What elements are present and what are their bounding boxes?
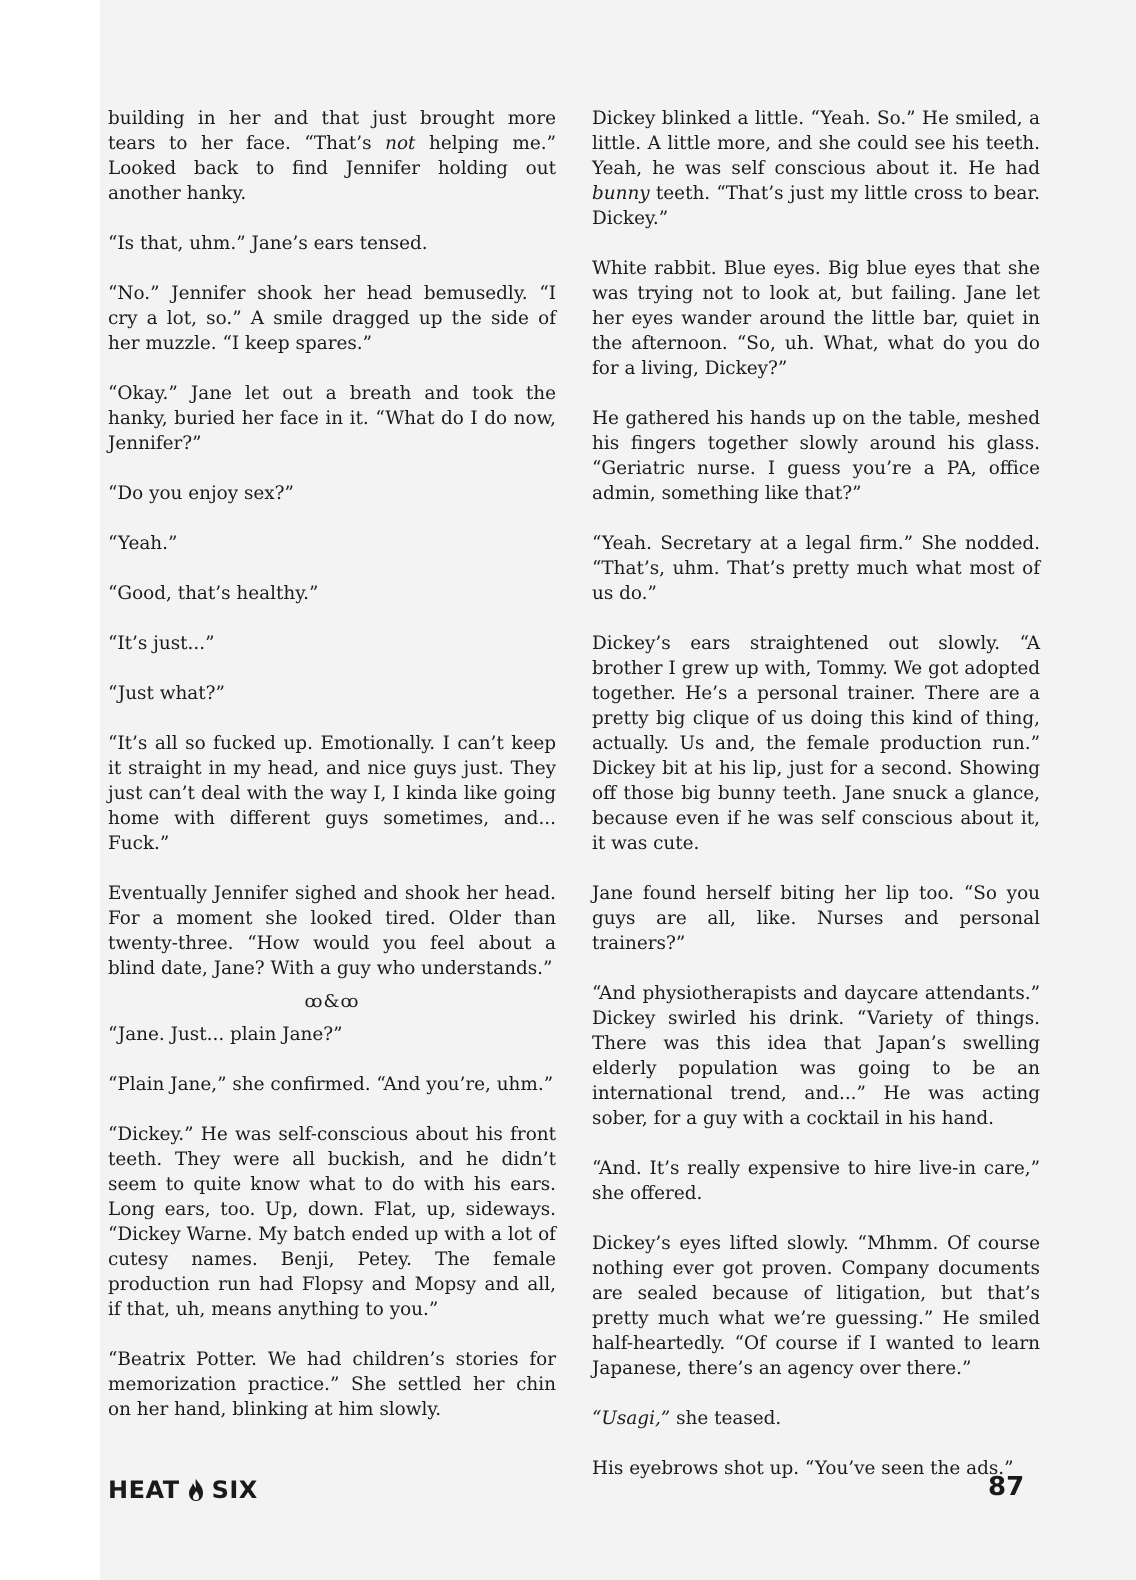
paragraph: “And physiotherapists and daycare attendants.” Dickey swirled his drink. “Variety of things. There was this idea that Japan’s swelling elderly population was going to be an international trend, and...” He was acting sober, for a guy with a cocktail in his hand. (592, 983, 1040, 1129)
paragraph: “No.” Jennifer shook her head bemusedly. “I cry a lot, so.” A smile dragged up the side of her muzzle. “I keep spares.” (108, 283, 556, 354)
logo-text-heat: HEAT (108, 1476, 180, 1504)
right-column (592, 106, 1040, 1506)
paragraph: Jane found herself biting her lip too. “So you guys are all, like. Nurses and personal trainers?” (592, 883, 1040, 954)
logo-text-six: SIX (211, 1476, 258, 1504)
paragraph: Dickey’s ears straightened out slowly. “A brother I grew up with, Tommy. We got adopted together. He’s a personal trainer. There are a pretty big clique of us doing this kind of thing, actually. Us and, the female production run.” Dickey bit at his lip, just for a second. Showing off those big bunny teeth. Jane snuck a glance, because even if he was self conscious about it, it was cute. (592, 633, 1040, 854)
section-divider: ꝏ&ꝏ (304, 991, 360, 1012)
paragraph: “It’s just...” (108, 633, 215, 654)
paragraph: “Just what?” (108, 683, 225, 704)
paragraph: “Usagi,” she teased. (592, 1408, 782, 1429)
paragraph: “Do you enjoy sex?” (108, 483, 294, 504)
paragraph: “It’s all so fucked up. Emotionally. I can’t keep it straight in my head, and nice guys just. They just can’t deal with the way I, I kinda like going home with different guys sometimes, and... Fuck.” (108, 733, 556, 854)
paragraph: “Okay.” Jane let out a breath and took the hanky, buried her face in it. “What do I do now, Jennifer?” (108, 383, 556, 454)
paragraph: Eventually Jennifer sighed and shook her head. For a moment she looked tired. Older than twenty-three. “How would you feel about a blind date, Jane? With a guy who understands.” (108, 883, 556, 979)
magazine-logo (108, 1476, 258, 1504)
paragraph: His eyebrows shot up. “You’ve seen the ads.” (592, 1458, 1014, 1479)
paragraph: “Jane. Just... plain Jane?” (108, 1024, 343, 1045)
paragraph: “Yeah. Secretary at a legal firm.” She nodded. “That’s, uhm. That’s pretty much what most of us do.” (592, 533, 1040, 604)
paragraph: “Plain Jane,” she confirmed. “And you’re, uhm.” (108, 1074, 554, 1095)
paragraph: “Beatrix Potter. We had children’s stories for memorization practice.” She settled her chin on her hand, blinking at him slowly. (108, 1349, 556, 1420)
paragraph: “Is that, uhm.” Jane’s ears tensed. (108, 233, 428, 254)
paragraph: White rabbit. Blue eyes. Big blue eyes that she was trying not to look at, but failing. Jane let her eyes wander around the little bar, quiet in the afternoon. “So, uh. What, what do you do for a living, Dickey?” (592, 258, 1040, 379)
page-number: 87 (988, 1472, 1025, 1502)
paragraph: “Good, that’s healthy.” (108, 583, 319, 604)
paragraph: “And. It’s really expensive to hire live-in care,” she offered. (592, 1158, 1040, 1204)
paragraph: He gathered his hands up on the table, meshed his fingers together slowly around his glass. “Geriatric nurse. I guess you’re a PA, office admin, something like that?” (592, 408, 1040, 504)
paragraph: building in her and that just brought more tears to her face. “That’s not helping me.” Looked back to find Jennifer holding out another hanky. (108, 108, 556, 204)
left-column (108, 106, 556, 1447)
paragraph: Dickey’s eyes lifted slowly. “Mhmm. Of course nothing ever got proven. Company documents are sealed because of litigation, but that’s pretty much what we’re guessing.” He smiled half-heartedly. “Of course if I wanted to learn Japanese, there’s an agency over there.” (592, 1233, 1040, 1379)
flame-icon (188, 1478, 204, 1502)
paragraph: Dickey blinked a little. “Yeah. So.” He smiled, a little. A little more, and she could see his teeth. Yeah, he was self conscious about it. He had bunny teeth. “That’s just my little cross to bear. Dickey.” (592, 108, 1040, 229)
paragraph: “Dickey.” He was self-conscious about his front teeth. They were all buckish, and he didn’t seem to quite know what to do with his ears. Long ears, too. Up, down. Flat, up, sideways. “Dickey Warne. My batch ended up with a lot of cutesy names. Benji, Petey. The female production run had Flopsy and Mopsy and all, if that, uh, means anything to you.” (108, 1124, 556, 1320)
paragraph: “Yeah.” (108, 533, 178, 554)
